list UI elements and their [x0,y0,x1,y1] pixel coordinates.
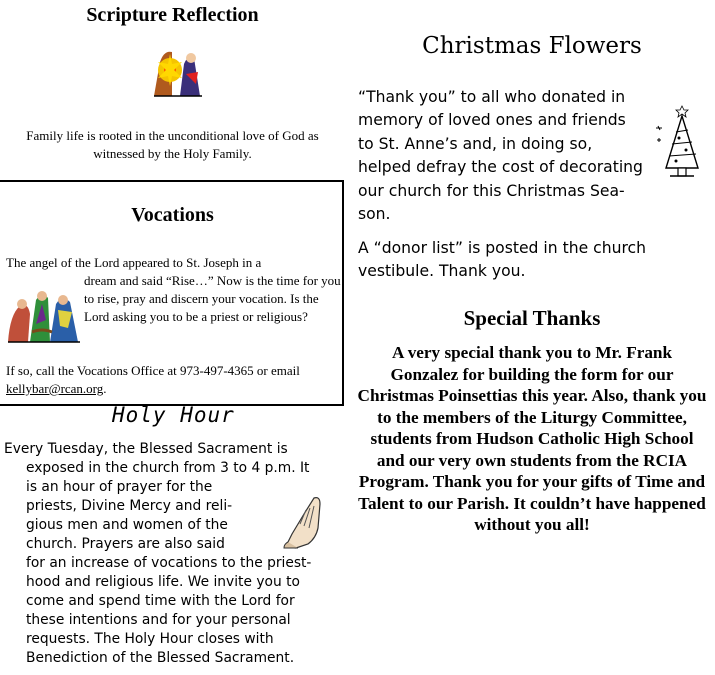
holy-hour-line: church. Prayers are also said [26,536,225,552]
holy-hour-line: priests, Divine Mercy and reli- [26,498,233,514]
holy-hour-line: Benediction of the Blessed Sacrament. [26,650,295,666]
christmas-flowers-title: Christmas Flowers [422,33,642,59]
christmas-flowers-line: helped defray the cost of decorating [358,158,643,177]
holy-hour-text [4,440,348,668]
christmas-flowers-line: our church for this Christmas Sea- [358,181,625,200]
holy-hour-line: come and spend time with the Lord for [26,593,295,609]
vocations-contact-prefix: If so, call the Vocations Office at 973-497-4365 or email [6,363,300,378]
christmas-flowers-text [358,86,654,226]
vocations-text-body: dream and said “Rise…” Now is the time for you to rise, pray and discern your vocation. Is the Lord asking you to be a priest or religious? [84,273,341,324]
nativity-clipart-icon [6,284,82,344]
vocations-contact [6,362,342,398]
holy-hour-line: requests. The Holy Hour closes with [26,631,274,647]
christmas-tree-icon [652,104,702,182]
vocations-text-first-line: The angel of the Lord appeared to St. Joseph in a [6,255,262,270]
special-thanks-title: Special Thanks [463,306,601,330]
scripture-reflection-text: Family life is rooted in the unconditional love of God as witnessed by the Holy Family. [26,128,319,161]
holy-hour-line: gious men and women of the [26,517,228,533]
christmas-flowers-line: memory of loved ones and friends [358,111,626,130]
holy-hour-line: is an hour of prayer for the [26,479,213,495]
holy-family-clipart-icon [150,44,204,100]
holy-hour-line: exposed in the church from 3 to 4 p.m. It [26,460,310,476]
holy-hour-line: for an increase of vocations to the priest- [26,555,312,571]
special-thanks-text: A very special thank you to Mr. Frank Gonzalez for building the form for our Christmas Poinsettias this year. Also, thank you to the members of the Liturgy Committee, students from Hudson Catholic High School and our very own students from the RCIA Program. Thank you for your gifts of Time and Talent to our Parish. It couldn’t have happened without you all! [357,343,707,534]
scripture-reflection-title: Scripture Reflection [86,4,259,26]
donor-list-text: A “donor list” is posted in the church vestibule. Thank you. [358,239,646,281]
holy-hour-line: hood and religious life. We invite you to [26,574,300,590]
praying-hands-icon [278,494,334,550]
holy-hour-title: Holy Hour [112,403,235,427]
holy-hour-line: these intentions and for your personal [26,612,291,628]
christmas-flowers-line: son. [358,205,391,224]
vocations-contact-suffix: . [103,381,107,396]
christmas-flowers-line: to St. Anne’s and, in doing so, [358,134,593,153]
christmas-flowers-line: “Thank you” to all who donated in [358,88,626,106]
holy-hour-line: Every Tuesday, the Blessed Sacrament is [4,441,288,457]
vocations-title: Vocations [131,204,214,226]
vocations-email-link[interactable]: kellybar@rcan.org [6,381,104,396]
